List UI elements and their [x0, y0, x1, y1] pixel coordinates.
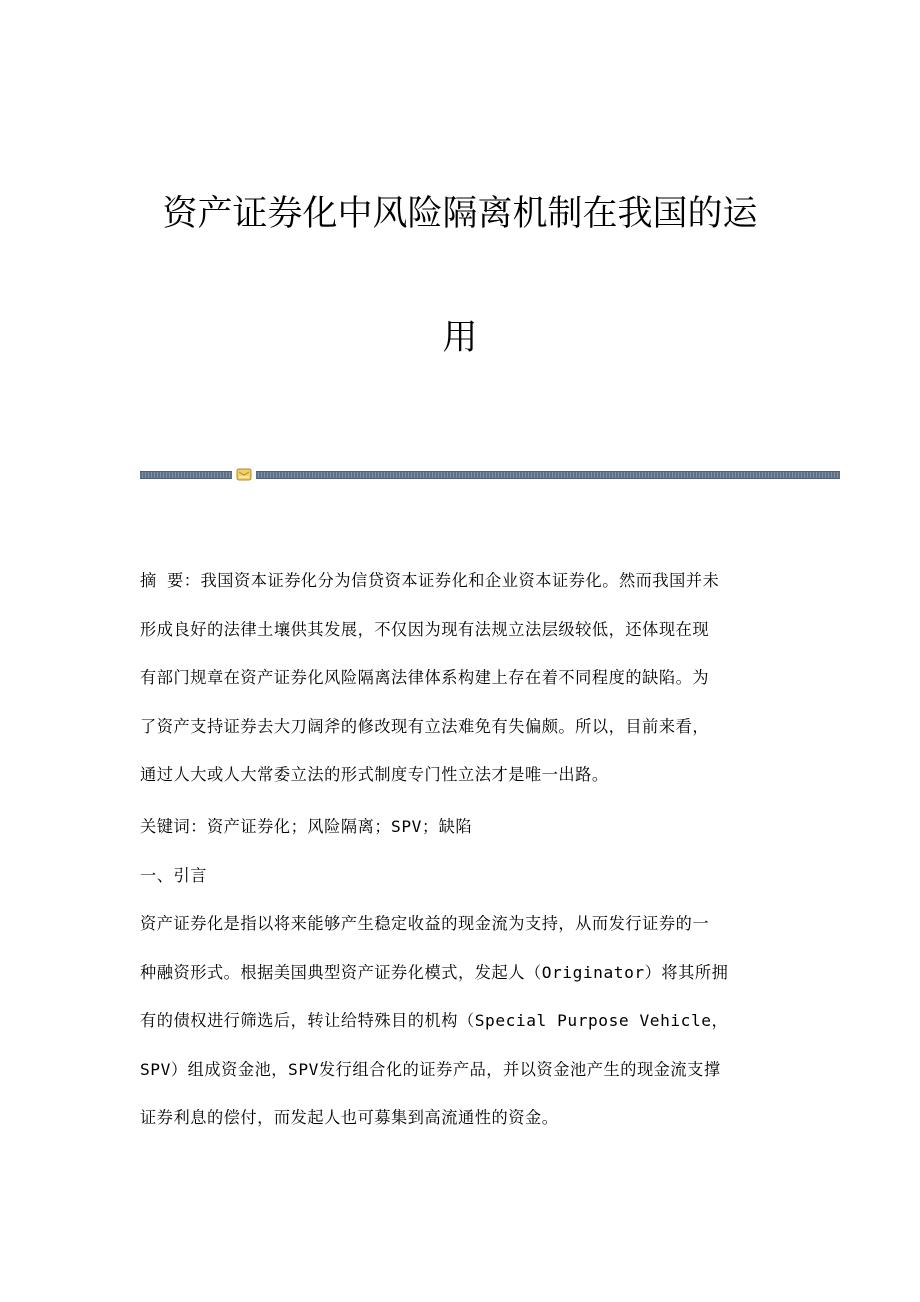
page-title-line-1: 资产证券化中风险隔离机制在我国的运 [162, 194, 758, 234]
section-divider [140, 471, 840, 479]
section-heading-text: 一、引言 [140, 866, 207, 885]
divider-right-bar [256, 471, 840, 479]
keywords-line: 关键词：资产证券化；风险隔离；SPV；缺陷 [140, 817, 473, 836]
section-heading [140, 852, 790, 901]
intro-line: SPV）组成资金池，SPV发行组合化的证券产品，并以资金池产生的现金流支撑 [140, 1059, 721, 1079]
intro-line: 证券利息的偿付，而发起人也可募集到高流通性的资金。 [140, 1108, 559, 1128]
diamond-ornament-icon [236, 468, 252, 481]
abstract-line: 通过人大或人大常委立法的形式制度专门性立法才是唯一出路。 [140, 765, 609, 785]
abstract-line: 有部门规章在资产证券化风险隔离法律体系构建上存在着不同程度的缺陷。为 [140, 668, 710, 688]
abstract-line: 摘 要：我国资本证券化分为信贷资本证券化和企业资本证券化。然而我国并未 [140, 571, 720, 590]
intro-line: 有的债权进行筛选后，转让给特殊目的机构（Special Purpose Vehicle， [140, 1011, 729, 1031]
intro-paragraph [140, 900, 790, 1143]
intro-line: 种融资形式。根据美国典型资产证券化模式，发起人（Originator）将其所拥 [140, 962, 729, 982]
intro-line: 资产证券化是指以将来能够产生稳定收益的现金流为支持，从而发行证券的一 [140, 914, 710, 933]
abstract-line: 了资产支持证券去大刀阔斧的修改现有立法难免有失偏颇。所以，目前来看， [140, 716, 710, 736]
abstract-paragraph [140, 557, 790, 800]
page-title-line-2: 用 [442, 318, 478, 358]
abstract-line: 形成良好的法律土壤供其发展，不仅因为现有法规立法层级较低，还体现在现 [140, 619, 710, 639]
divider-left-bar [140, 471, 232, 479]
keywords-paragraph [140, 803, 790, 852]
